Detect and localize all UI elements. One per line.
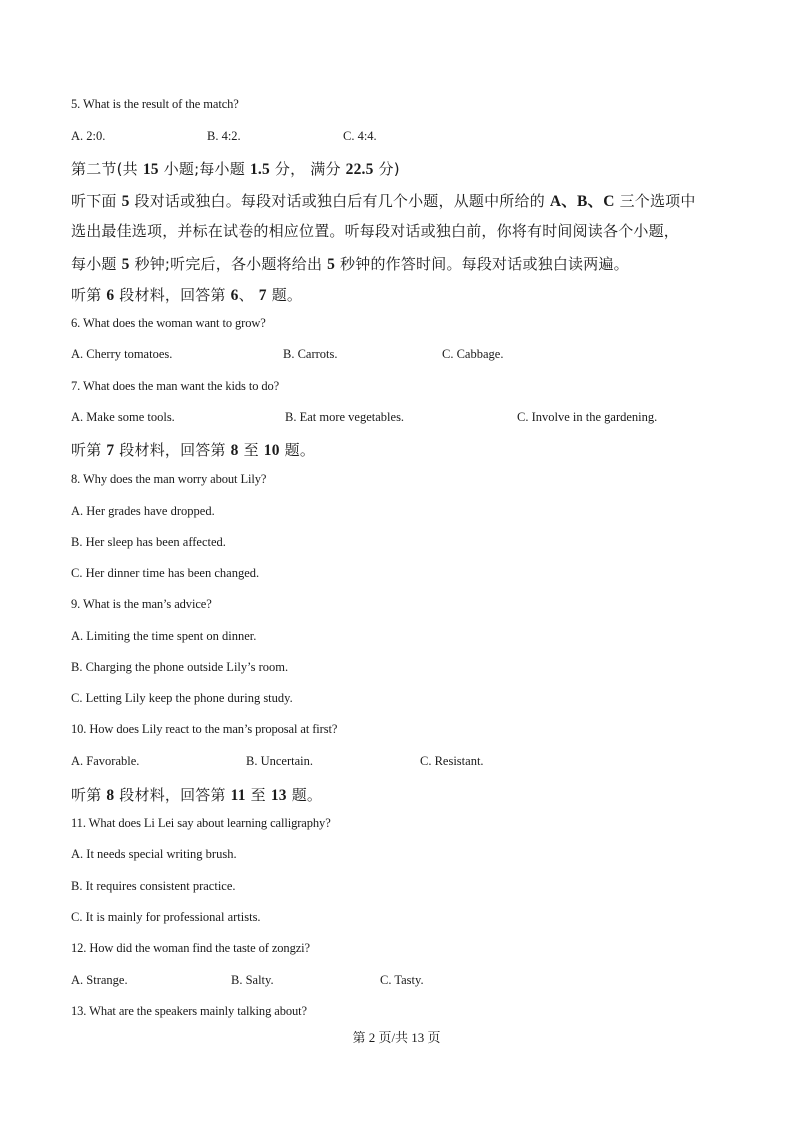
material-6-heading: 听第 6 段材料，回答第 6、 7 题。	[71, 286, 303, 304]
question-12-stem: 12. How did the woman find the taste of zongzi?	[71, 941, 310, 955]
page-footer: 第 2 页/共 13 页	[352, 1030, 441, 1045]
q5-option-c: C. 4:4.	[343, 129, 377, 143]
q9-option-b: B. Charging the phone outside Lily’s room.	[71, 660, 289, 674]
question-11-stem: 11. What does Li Lei say about learning calligraphy?	[71, 816, 331, 830]
q7-option-b: B. Eat more vegetables.	[285, 410, 405, 424]
instruction-line-1: 听下面 5 段对话或独白。每段对话或独白后有几个小题，从题中所给的 A、B、C 三个选项中	[71, 192, 696, 210]
q6-option-c: C. Cabbage.	[442, 347, 504, 361]
q7-option-c: C. Involve in the gardening.	[517, 410, 658, 424]
section-2-title: 第二节(共 15 小题;每小题 1.5 分， 满分 22.5 分)	[71, 160, 400, 178]
instruction-line-2: 选出最佳选项，并标在试卷的相应位置。听每段对话或独白前，你将有时间阅读各个小题，	[71, 222, 680, 240]
question-5-stem: 5. What is the result of the match?	[71, 97, 239, 111]
question-9-stem: 9. What is the man’s advice?	[71, 597, 212, 611]
material-7-heading: 听第 7 段材料，回答第 8 至 10 题。	[71, 441, 316, 459]
question-6-stem: 6. What does the woman want to grow?	[71, 316, 266, 330]
q11-option-c: C. It is mainly for professional artists.	[71, 910, 261, 924]
q10-option-c: C. Resistant.	[420, 754, 484, 768]
question-13-stem: 13. What are the speakers mainly talking about?	[71, 1004, 307, 1018]
q5-option-a: A. 2:0.	[71, 129, 106, 143]
q8-option-b: B. Her sleep has been affected.	[71, 535, 226, 549]
q7-option-a: A. Make some tools.	[71, 410, 175, 424]
q8-option-a: A. Her grades have dropped.	[71, 504, 215, 518]
question-10-stem: 10. How does Lily react to the man’s proposal at first?	[71, 722, 338, 736]
question-7-stem: 7. What does the man want the kids to do?	[71, 379, 280, 393]
question-8-stem: 8. Why does the man worry about Lily?	[71, 472, 267, 486]
material-8-heading: 听第 8 段材料，回答第 11 至 13 题。	[71, 786, 323, 804]
q6-option-a: A. Cherry tomatoes.	[71, 347, 173, 361]
q5-option-b: B. 4:2.	[207, 129, 241, 143]
q12-option-c: C. Tasty.	[380, 973, 424, 987]
q12-option-a: A. Strange.	[71, 973, 128, 987]
q6-option-b: B. Carrots.	[283, 347, 338, 361]
instruction-line-3: 每小题 5 秒钟;听完后，各小题将给出 5 秒钟的作答时间。每段对话或独白读两遍。	[71, 255, 629, 273]
q9-option-a: A. Limiting the time spent on dinner.	[71, 629, 257, 643]
q11-option-b: B. It requires consistent practice.	[71, 879, 236, 893]
q11-option-a: A. It needs special writing brush.	[71, 847, 237, 861]
q12-option-b: B. Salty.	[231, 973, 274, 987]
q10-option-b: B. Uncertain.	[246, 754, 313, 768]
q10-option-a: A. Favorable.	[71, 754, 140, 768]
q8-option-c: C. Her dinner time has been changed.	[71, 566, 260, 580]
q9-option-c: C. Letting Lily keep the phone during study.	[71, 691, 293, 705]
